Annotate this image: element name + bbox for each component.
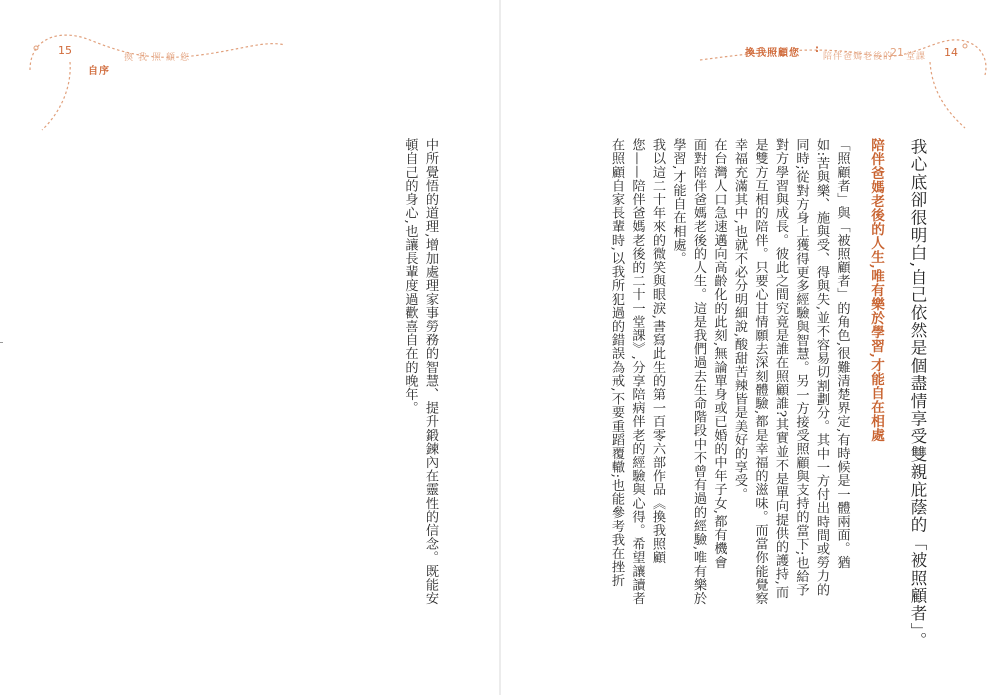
paragraph-line: 中所覺悟的道理,增加處理家事勞務的智慧、提升鍛鍊內在靈性的信念。既能安 bbox=[423, 138, 438, 605]
paragraph-line: 我以這二十年來的微笑與眼淚,書寫此生的第一百零六部作品《換我照顧 bbox=[650, 138, 665, 565]
right-header-subtitle-end: 堂課 bbox=[906, 52, 927, 62]
margin-mark bbox=[0, 342, 3, 343]
paragraph-line: 在照顧自家長輩時,以我所犯過的錯誤為戒,不要重蹈覆轍;也能參考我在挫折 bbox=[609, 138, 624, 588]
paragraph-line: 您——陪伴爸媽老後的二十一堂課》,分享陪病伴老的經驗與心得。希望讓讀者 bbox=[629, 138, 645, 605]
paragraph-line: 如:苦與樂、施與受、得與失,並不容易切割劃分。其中一方付出時間或勞力的 bbox=[814, 138, 829, 597]
right-header-subtitle: 陪伴爸媽老後的 bbox=[823, 52, 894, 62]
left-header-subtitle: 換我照顧您 bbox=[124, 53, 195, 63]
paragraph-line: 學習,才能自在相處。 bbox=[670, 138, 686, 265]
right-header-colon: : bbox=[815, 44, 820, 55]
right-page-body bbox=[585, 138, 930, 678]
paragraph-line: 面對陪伴爸媽老後的人生。這是我們過去生命階段中不曾有過的經驗,唯有樂於 bbox=[691, 138, 706, 605]
paragraph-line: 在台灣人口急速邁向高齡化的此刻,無論單身或已婚的中年子女,都有機會 bbox=[711, 138, 727, 569]
paragraph-line: 頓自己的身心,也讓長輩度過歡喜自在的晚年。 bbox=[402, 138, 418, 415]
paragraph-line: 同時;從對方身上獲得更多經驗與智慧。另一方接受照顧與支持的當下;也給予 bbox=[793, 138, 809, 597]
section-heading: 陪伴爸媽老後的人生,唯有樂於學習,才能自在相處 bbox=[868, 138, 884, 443]
paragraph-line: 是雙方互相的陪伴。只要心甘情願去深刻體驗,都是幸福的滋味。而當你能覺察 bbox=[752, 138, 768, 605]
paragraph-line: 「照顧者」與「被照顧者」的角色,很難清楚界定,有時候是一體兩面。猶 bbox=[834, 138, 850, 569]
opening-line: 我心底卻很明白,自己依然是個盡情享受雙親庇蔭的「被照顧者」。 bbox=[908, 138, 927, 650]
chapter-label: 自序 bbox=[88, 66, 110, 77]
left-page-number: 15 bbox=[58, 44, 72, 57]
paragraph-line: 對方學習與成長。彼此之間究竟是誰在照顧誰?其實並不是單向提供的護持,而 bbox=[773, 138, 788, 599]
left-page-body bbox=[380, 138, 440, 678]
right-header-number: 21 bbox=[890, 46, 904, 59]
right-page-number: 14 bbox=[944, 46, 958, 59]
paragraph-line: 幸福充滿其中,也就不必分明細說,酸甜苦辣皆是美好的享受。 bbox=[732, 138, 747, 501]
right-header-title: 換我照顧您 bbox=[745, 48, 800, 59]
